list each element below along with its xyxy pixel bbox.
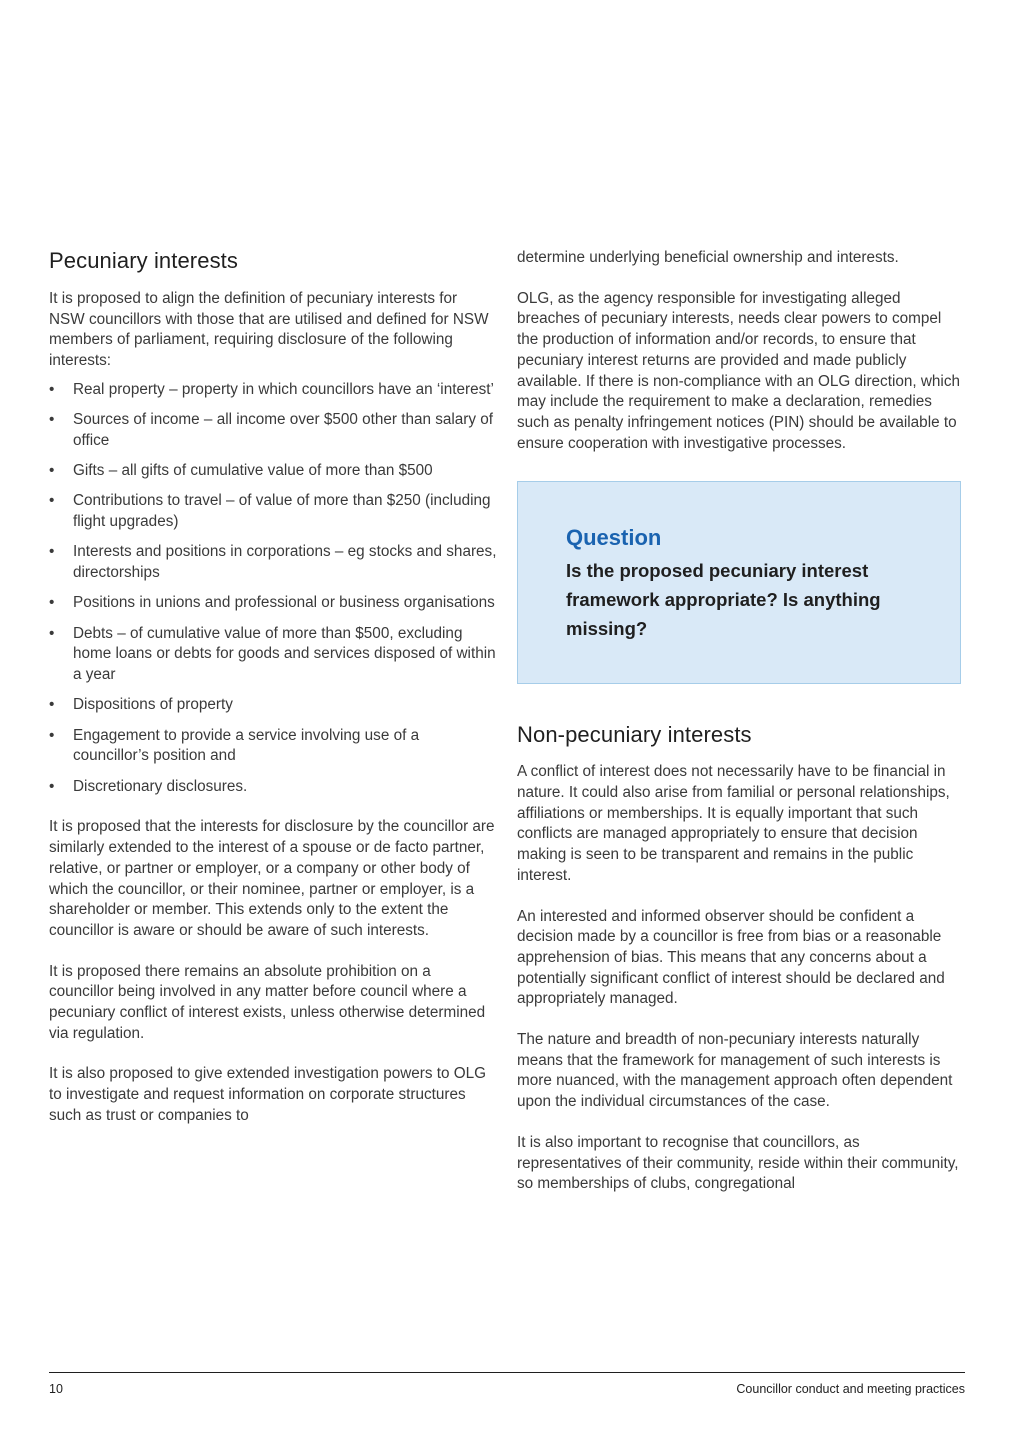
bullet-marker: • <box>49 594 55 612</box>
right-column <box>517 248 965 1195</box>
bullet-marker: • <box>49 696 55 714</box>
page-number: 10 <box>49 1382 63 1396</box>
bullet-marker: • <box>49 380 55 398</box>
left-column <box>49 248 497 1127</box>
bullet-marker: • <box>49 726 55 744</box>
bullet-marker: • <box>49 624 55 642</box>
footer-document-title: Councillor conduct and meeting practices <box>736 1382 965 1396</box>
list-item: • Engagement to provide a service involving use of a councillor’s position and <box>49 726 420 765</box>
list-item: • Positions in unions and professional or business organisations <box>49 593 497 614</box>
pecuniary-interests-heading: Pecuniary interests <box>49 248 238 273</box>
conflict-paragraph: A conflict of interest does not necessarily have to be financial in nature. It could also arise from familial or personal relationships, affiliations or memberships. It is equally important that such conflicts are managed appropriately to ensure that decision making is seen to be transparent and remains in the public interest. <box>517 763 950 884</box>
footer-divider <box>49 1372 965 1373</box>
observer-paragraph: An interested and informed observer should be confident a decision made by a councillor is free from bias or a reasonable apprehension of bias. This means that any concerns about a potentially significant conflict of interest should be declared and appropriately managed. <box>517 907 945 1008</box>
question-callout <box>517 481 961 684</box>
prohibition-paragraph: It is proposed there remains an absolute prohibition on a councillor being involved in any matter before council where a pecuniary conflict of interest exists, unless otherwise determined via regulation. <box>49 962 486 1042</box>
list-item: • Sources of income – all income over $500 other than salary of office <box>49 411 494 449</box>
bullet-marker: • <box>49 492 55 510</box>
nature-breadth-paragraph: The nature and breadth of non-pecuniary interests naturally means that the framework for management of such interests is more nuanced, with the management approach often dependent upon the individual circumstances of the case. <box>517 1031 953 1111</box>
list-item: • Real property – property in which councillors have an ‘interest’ <box>49 380 497 401</box>
bullet-marker: • <box>49 543 55 561</box>
list-item: • Discretionary disclosures. <box>49 777 497 798</box>
question-text: Is the proposed pecuniary interest framework appropriate? Is anything missing? <box>566 560 881 640</box>
non-pecuniary-interests-heading: Non-pecuniary interests <box>517 722 752 748</box>
investigation-powers-paragraph: It is also proposed to give extended investigation powers to OLG to investigate and request information on corporate structures such as trust or companies to <box>49 1065 487 1124</box>
spouse-interests-paragraph: It is proposed that the interests for disclosure by the councillor are similarly extended to the interest of a spouse or de facto partner, relative, or partner or employer, or a company or other body of which the councillor, or their nominee, partner or employer, is a shareholder or member. This extends only to the extent the councillor is aware or should be aware of such interests. <box>49 818 495 939</box>
list-item: • Gifts – all gifts of cumulative value of more than $500 <box>49 461 497 482</box>
continuation-paragraph: determine underlying beneficial ownership and interests. <box>517 249 899 266</box>
bullet-marker: • <box>49 462 55 480</box>
list-item: • Debts – of cumulative value of more than $500, excluding home loans or debts for goods and services disposed of within a year <box>49 624 496 684</box>
list-item: • Dispositions of property <box>49 695 497 716</box>
list-item: • Contributions to travel – of value of more than $250 (including flight upgrades) <box>49 492 491 531</box>
bullet-marker: • <box>49 777 55 795</box>
bullet-marker: • <box>49 411 55 429</box>
question-title: Question <box>566 525 662 551</box>
pecuniary-interest-list <box>49 380 497 798</box>
pecuniary-intro-paragraph: It is proposed to align the definition of pecuniary interests for NSW councillors with those that are utilised and defined for NSW members of parliament, requiring disclosure of the following interests: <box>49 290 489 370</box>
community-paragraph: It is also important to recognise that councillors, as representatives of their community, reside within their community, so memberships of clubs, congregational <box>517 1133 959 1193</box>
olg-powers-paragraph: OLG, as the agency responsible for investigating alleged breaches of pecuniary interests, needs clear powers to compel the production of information and/or records, to ensure that pecuniary interest returns are provided and made publicly available. If there is non-compliance with an OLG direction, which may include the requirement to make a declaration, remedies such as penalty infringement notices (PIN) should be available to ensure cooperation with investigative processes. <box>517 289 960 452</box>
list-item: • Interests and positions in corporations – eg stocks and shares, directorships <box>49 543 497 582</box>
